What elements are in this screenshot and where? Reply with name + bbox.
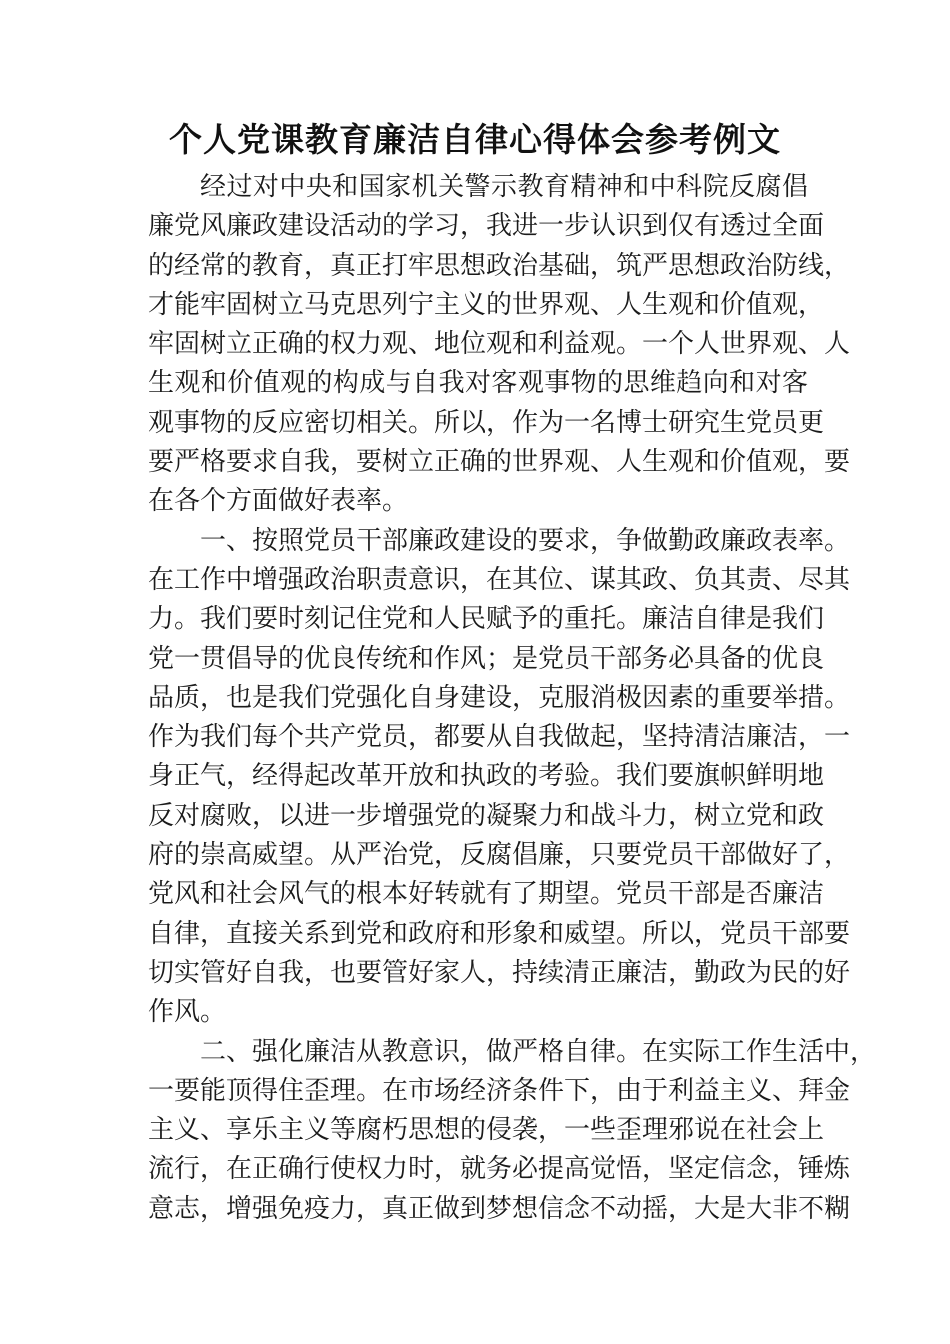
paragraph-line: 党风和社会风气的根本好转就有了期望。党员干部是否廉洁 xyxy=(148,879,825,910)
document-title: 个人党课教育廉洁自律心得体会参考例文 xyxy=(169,120,781,159)
paragraph-line: 作为我们每个共产党员，都要从自我做起，坚持清洁廉洁，一 xyxy=(148,722,851,753)
paragraph-line: 廉党风廉政建设活动的学习，我进一步认识到仅有透过全面 xyxy=(148,211,825,242)
paragraph xyxy=(148,168,851,522)
paragraph-line: 反对腐败，以进一步增强党的凝聚力和战斗力，树立党和政 xyxy=(148,800,825,831)
paragraph-line: 府的崇高威望。从严治党，反腐倡廉，只要党员干部做好了， xyxy=(148,840,851,871)
paragraph-line: 在各个方面做好表率。 xyxy=(148,486,409,517)
paragraph-line: 切实管好自我，也要管好家人，持续清正廉洁，勤政为民的好 xyxy=(148,957,851,988)
paragraph-line: 观事物的反应密切相关。所以，作为一名博士研究生党员更 xyxy=(148,407,825,438)
paragraph-line: 生观和价值观的构成与自我对客观事物的思维趋向和对客 xyxy=(148,368,808,399)
paragraph-line: 作风。 xyxy=(148,997,227,1028)
paragraph-line: 流行，在正确行使权力时，就务必提高觉悟，坚定信念，锤炼 xyxy=(148,1154,851,1185)
paragraph-line: 才能牢固树立马克思列宁主义的世界观、人生观和价值观， xyxy=(148,289,825,320)
paragraph-line: 在工作中增强政治职责意识，在其位、谋其政、负其责、尽其 xyxy=(148,564,851,595)
paragraph-line: 自律，直接关系到党和政府和形象和威望。所以，党员干部要 xyxy=(148,918,851,949)
paragraph-line: 品质，也是我们党强化自身建设，克服消极因素的重要举措。 xyxy=(148,682,851,713)
paragraph xyxy=(148,1033,877,1229)
paragraph-line: 二、强化廉洁从教意识，做严格自律。在实际工作生活中， xyxy=(200,1036,877,1067)
paragraph-line: 意志，增强免疫力，真正做到梦想信念不动摇，大是大非不糊 xyxy=(148,1193,851,1224)
paragraph-line: 要严格要求自我，要树立正确的世界观、人生观和价值观，要 xyxy=(148,447,851,478)
paragraph xyxy=(148,522,851,1033)
paragraph-line: 牢固树立正确的权力观、地位观和利益观。一个人世界观、人 xyxy=(148,329,851,360)
paragraph-line: 经过对中央和国家机关警示教育精神和中科院反腐倡 xyxy=(200,172,808,202)
paragraph-line: 主义、享乐主义等腐朽思想的侵袭，一些歪理邪说在社会上 xyxy=(148,1115,825,1146)
paragraph-line: 党一贯倡导的优良传统和作风；是党员干部务必具备的优良 xyxy=(148,643,825,674)
paragraph-line: 身正气，经得起改革开放和执政的考验。我们要旗帜鲜明地 xyxy=(148,761,825,792)
paragraph-line: 力。我们要时刻记住党和人民赋予的重托。廉洁自律是我们 xyxy=(148,604,825,635)
paragraph-line: 的经常的教育，真正打牢思想政治基础，筑严思想政治防线， xyxy=(148,250,851,281)
document-body xyxy=(148,168,877,1229)
paragraph-line: 一、按照党员干部廉政建设的要求，争做勤政廉政表率。 xyxy=(200,525,851,556)
paragraph-line: 一要能顶得住歪理。在市场经济条件下，由于利益主义、拜金 xyxy=(148,1075,851,1106)
